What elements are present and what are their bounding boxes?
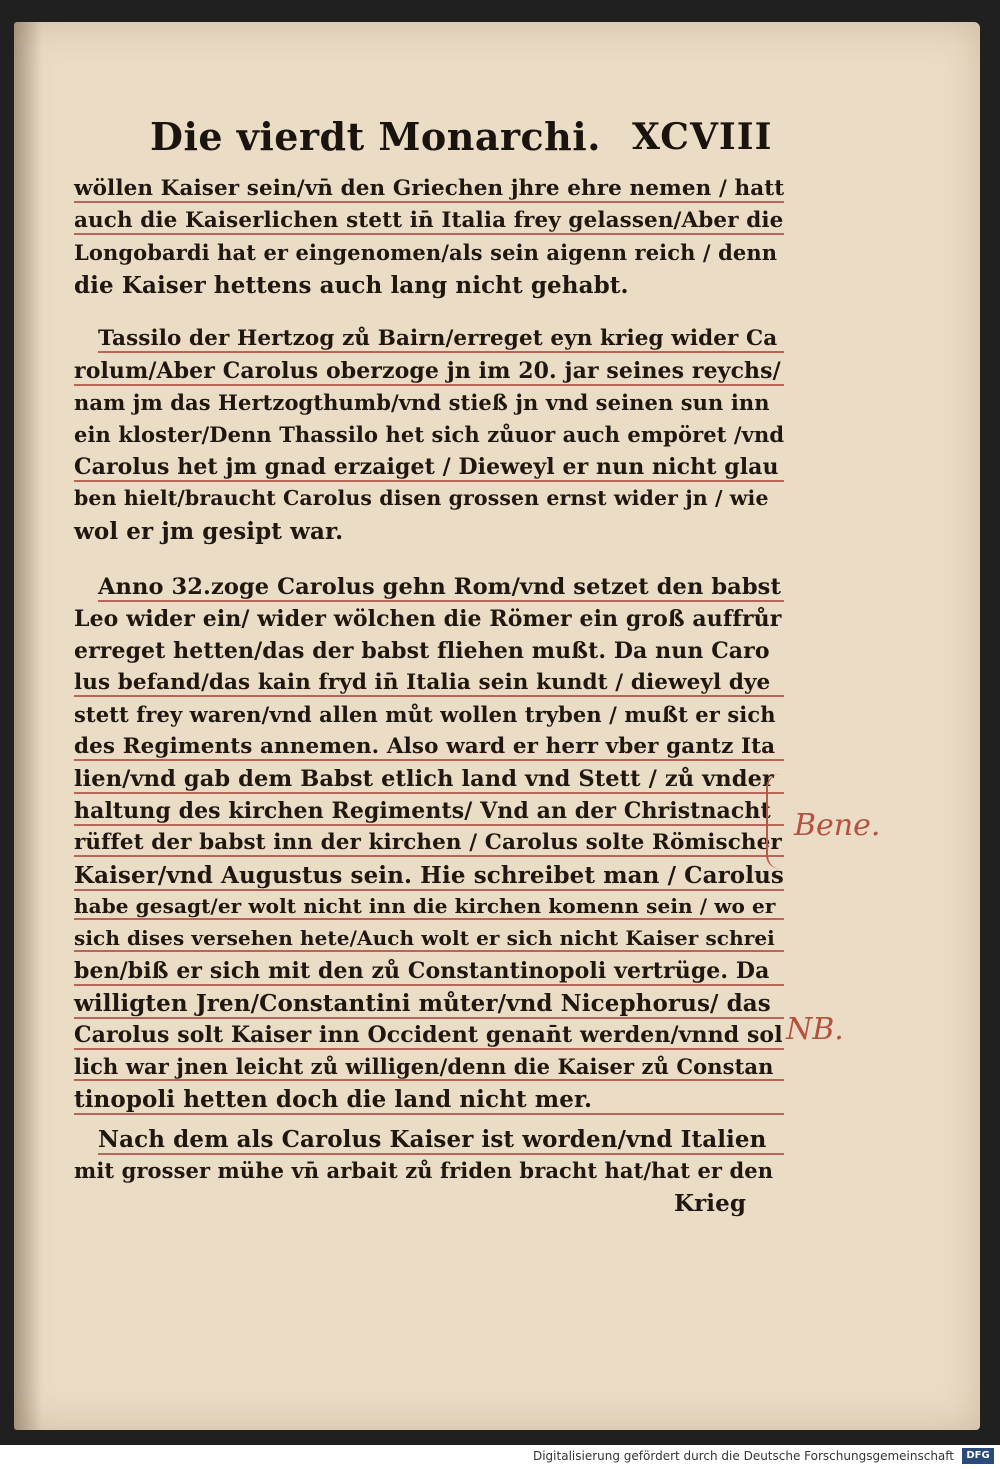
text-line: tinopoli hetten doch die land nicht mer. xyxy=(74,1086,784,1115)
text-line: Longobardi hat er eingenomen/als sein aigenn reich / denn xyxy=(74,240,778,265)
text-line: Carolus solt Kaiser inn Occident genan̄t werden/vnnd sol xyxy=(74,1022,783,1048)
text-line: Kaiser/vnd Augustus sein. Hie schreibet man / Carolus xyxy=(74,862,784,889)
text-line: erreget hetten/das der babst fliehen mußt. Da nun Caro xyxy=(74,638,770,664)
catchword: Krieg xyxy=(674,1190,747,1217)
margin-note-bene: Bene. xyxy=(794,808,881,843)
text-line: nam jm das Hertzogthumb/vnd stieß jn vnd seinen sun inn xyxy=(74,390,770,415)
footer-bar xyxy=(0,1445,1000,1469)
dfg-logo-icon: DFG xyxy=(962,1448,994,1464)
text-line: willigten Jren/Constantini můter/vnd Nicephorus/ das xyxy=(74,990,784,1019)
funding-credit: Digitalisierung gefördert durch die Deutsche Forschungsgemeinschaft xyxy=(532,1449,954,1463)
text-line: sich dises versehen hete/Auch wolt er sich nicht Kaiser schrei xyxy=(74,926,784,952)
text-line: ein kloster/Denn Thassilo het sich zůuor auch empöret /vnd xyxy=(74,422,785,447)
text-line: Leo wider ein/ wider wölchen die Römer ein groß auffrůr xyxy=(74,606,782,632)
margin-note-nb: NB. xyxy=(786,1012,844,1047)
text-line: ben hielt/braucht Carolus disen grossen ernst wider jn / wie xyxy=(74,486,769,510)
text-line: Anno 32.zoge Carolus gehn Rom/vnd setzet den babst xyxy=(98,574,784,602)
text-line: Carolus het jm gnad erzaiget / Dieweyl er nun nicht glau xyxy=(74,454,784,482)
text-line: haltung des kirchen Regiments/ Vnd an der Christnacht xyxy=(74,798,784,826)
text-line: wol er jm gesipt war. xyxy=(74,518,344,545)
text-line: des Regiments annemen. Also ward er herr vber gantz Ita xyxy=(74,734,784,761)
text-line: auch die Kaiserlichen stett in̄ Italia frey gelassen/Aber die xyxy=(74,208,784,233)
page-gutter-shadow xyxy=(14,22,42,1430)
text-line: die Kaiser hettens auch lang nicht gehabt. xyxy=(74,272,629,299)
text-line: lien/vnd gab dem Babst etlich land vnd Stett / zů vnder xyxy=(74,766,784,794)
text-line: rüffet der babst inn der kirchen / Carolus solte Römischer xyxy=(74,830,784,857)
text-line: lich war jnen leicht zů willigen/denn die Kaiser zů Constan xyxy=(74,1054,784,1081)
book-page xyxy=(14,22,980,1430)
text-line: habe gesagt/er wolt nicht inn die kirchen komenn sein / wo er xyxy=(74,894,784,920)
text-line: rolum/Aber Carolus oberzoge jn im 20. jar seines reychs/ xyxy=(74,358,784,386)
text-line: Nach dem als Carolus Kaiser ist worden/vnd Italien xyxy=(98,1126,784,1155)
folio-number: XCVIII xyxy=(632,116,773,158)
page-header xyxy=(14,114,980,174)
text-line: mit grosser mühe vn̄ arbait zů friden bracht hat/hat er den xyxy=(74,1158,774,1183)
text-line: Tassilo der Hertzog zů Bairn/erreget eyn krieg wider Ca xyxy=(98,326,784,353)
margin-bracket-mark xyxy=(766,774,788,869)
text-line: ben/biß er sich mit den zů Constantinopoli vertrüge. Da xyxy=(74,958,784,986)
running-title: Die vierdt Monarchi. xyxy=(150,114,601,159)
text-line: lus befand/das kain fryd in̄ Italia sein kundt / dieweyl dye xyxy=(74,670,784,697)
text-line: stett frey waren/vnd allen můt wollen tryben / mußt er sich xyxy=(74,702,776,727)
text-line: wöllen Kaiser sein/vn̄ den Griechen jhre ehre nemen / hatt xyxy=(74,176,785,201)
